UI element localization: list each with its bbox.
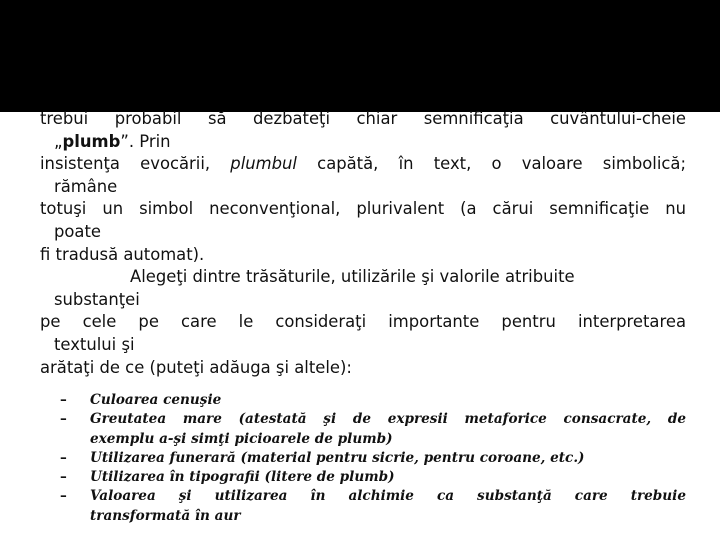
list-item xyxy=(60,391,686,410)
text-line-11: textului şi xyxy=(54,334,135,354)
text-line-10: pe cele pe care le consideraţi importante pentru interpretarea xyxy=(40,312,686,332)
bullet-text: Greutatea mare (atestată şi de expresii metaforice consacrate, de xyxy=(90,411,686,428)
bullet-text-continued: exemplu a-şi simţi picioarele de plumb) xyxy=(90,430,393,447)
attribute-list xyxy=(60,391,686,526)
bullet-text: Culoarea cenuşie xyxy=(90,392,222,408)
text-line-3 xyxy=(40,153,686,176)
bullet-text: Utilizarea în tipografii (litere de plumb) xyxy=(90,469,395,486)
text-line-2-rest: ”. Prin xyxy=(120,131,171,151)
bullet-text: Valoarea şi utilizarea în alchimie ca substanţă care trebuie xyxy=(90,488,686,505)
text-line-1: trebui probabil să dezbateţi chiar semnificaţia cuvântului-cheie xyxy=(40,109,686,128)
list-item xyxy=(60,487,686,526)
top-black-band xyxy=(0,0,720,112)
list-item xyxy=(60,410,686,449)
keyword-plumbul: plumbul xyxy=(230,154,297,174)
dash-bullet: – xyxy=(60,392,67,408)
text-line-3-post: capătă, în text, o valoare simbolică; xyxy=(296,154,686,174)
text-line-8: Alegeţi dintre trăsăturile, utilizările şi valorile atribuite xyxy=(130,267,575,287)
list-item xyxy=(60,449,686,468)
dash-bullet: – xyxy=(60,411,67,428)
text-line-7: fi tradusă automat). xyxy=(40,244,205,264)
dash-bullet: – xyxy=(60,488,67,505)
instruction-paragraph xyxy=(40,108,686,379)
quote-open: „ xyxy=(54,131,63,151)
keyword-plumb: plumb xyxy=(62,131,121,151)
bullet-text-continued: transformată în aur xyxy=(90,507,241,524)
text-line-9: substanţei xyxy=(54,289,140,309)
text-line-6: poate xyxy=(54,221,101,241)
text-line-4: rămâne xyxy=(54,176,118,196)
text-line-3-pre: insistenţa evocării, xyxy=(40,154,231,174)
list-item xyxy=(60,468,686,487)
dash-bullet: – xyxy=(60,449,67,466)
bullet-text: Utilizarea funerară (material pentru sicrie, pentru coroane, etc.) xyxy=(90,449,585,466)
dash-bullet: – xyxy=(60,469,67,486)
text-line-12: arătaţi de ce (puteţi adăuga şi altele): xyxy=(40,357,352,377)
text-line-2 xyxy=(40,131,686,154)
text-line-5: totuşi un simbol neconvenţional, plurivalent (a cărui semnificaţie nu xyxy=(40,199,686,219)
